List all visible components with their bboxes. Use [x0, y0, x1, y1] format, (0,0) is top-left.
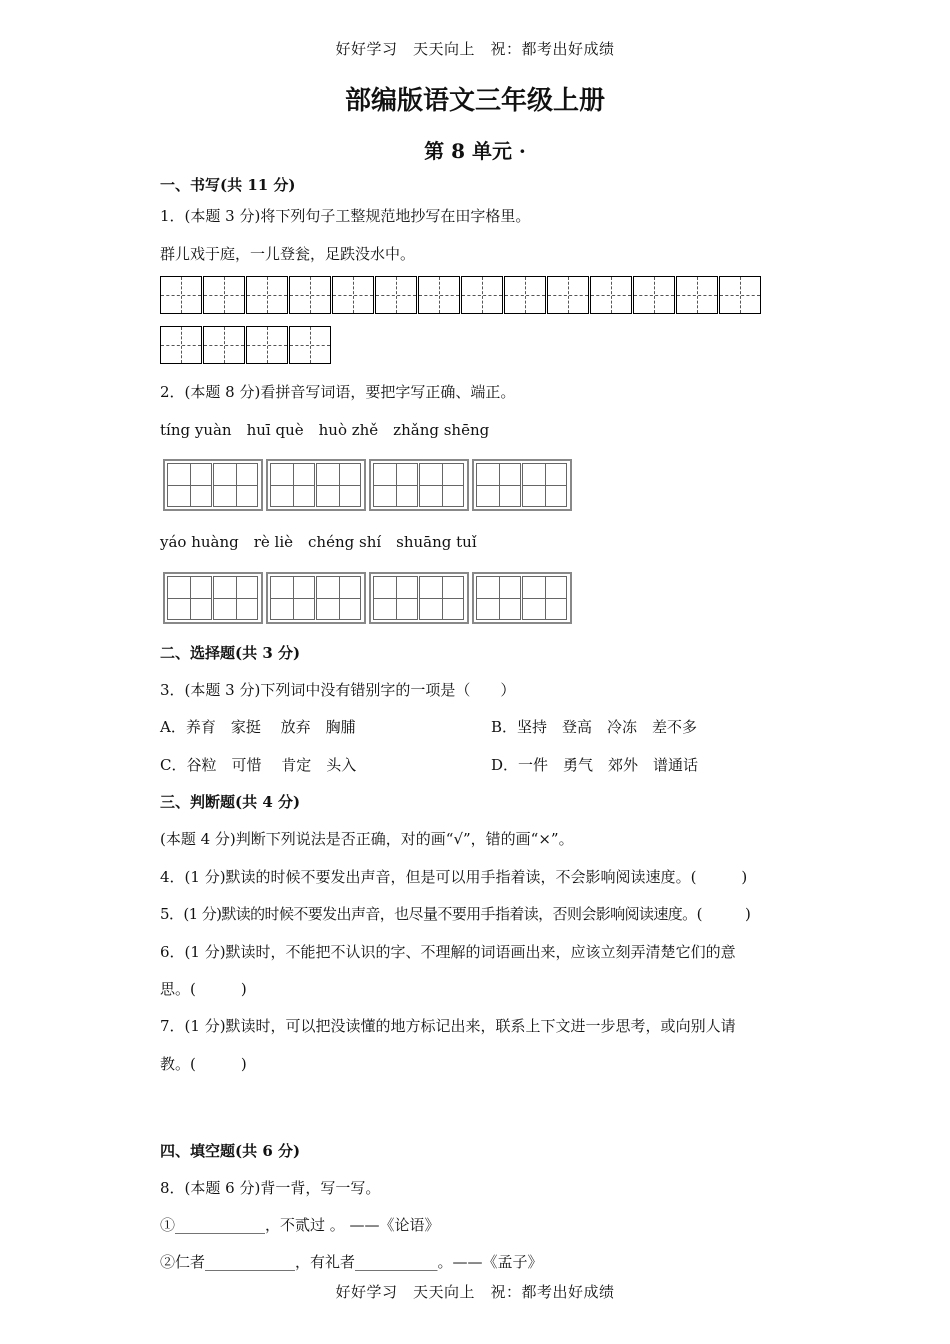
tianzige-cell[interactable]	[719, 276, 761, 314]
tianzige-cell[interactable]	[246, 326, 288, 364]
tianzige-cell[interactable]	[289, 326, 331, 364]
section3-heading: 三、判断题(共 4 分)	[160, 793, 301, 811]
page-title: 部编版语文三年级上册	[344, 86, 605, 116]
question-2: 2．(本题 8 分)看拼音写词语，要把字写正确、端正。	[160, 383, 516, 401]
question-6-line1: 6．(1 分)默读时，不能把不认识的字、不理解的词语画出来，应该立刻弄清楚它们的意	[160, 943, 736, 961]
question-1: 1．(本题 3 分)将下列句子工整规范地抄写在田字格里。	[160, 207, 531, 225]
tianzige-cell[interactable]	[418, 276, 460, 314]
section3-intro: (本题 4 分)判断下列说法是否正确，对的画“√”，错的画“×”。	[160, 830, 574, 848]
word-box[interactable]	[369, 459, 469, 511]
option-b[interactable]: B．坚持 登高 冷冻 差不多	[491, 718, 698, 736]
footer-banner: 好好学习 天天向上 祝：都考出好成绩	[335, 1283, 615, 1301]
option-c[interactable]: C．谷粒 可惜 肯定 头入	[160, 756, 357, 774]
tianzige-cell[interactable]	[461, 276, 503, 314]
question-6-line2: 思。( )	[160, 980, 247, 998]
tianzige-row-1[interactable]	[160, 276, 762, 314]
question-7-line2: 教。( )	[160, 1055, 247, 1073]
word-box[interactable]	[369, 572, 469, 624]
question-3: 3．(本题 3 分)下列词中没有错别字的一项是（ ）	[160, 681, 516, 699]
tianzige-cell[interactable]	[160, 276, 202, 314]
tianzige-cell[interactable]	[332, 276, 374, 314]
question-4: 4．(1 分)默读的时候不要发出声音，但是可以用手指着读，不会影响阅读速度。( )	[160, 868, 748, 886]
tianzige-cell[interactable]	[203, 276, 245, 314]
tianzige-cell[interactable]	[375, 276, 417, 314]
tianzige-cell[interactable]	[676, 276, 718, 314]
header-banner: 好好学习 天天向上 祝：都考出好成绩	[335, 40, 615, 58]
question-5: 5．(1 分)默读的时候不要发出声音，也尽量不要用手指着读，否则会影响阅读速度。( )	[160, 905, 751, 923]
fill-line-2[interactable]: ②仁者____________，有礼者___________。——《孟子》	[160, 1253, 543, 1271]
word-box[interactable]	[266, 459, 366, 511]
word-box[interactable]	[472, 572, 572, 624]
tianzige-cell[interactable]	[504, 276, 546, 314]
page-subtitle: 第 8 单元 ·	[424, 139, 526, 163]
word-box[interactable]	[472, 459, 572, 511]
tianzige-cell[interactable]	[547, 276, 589, 314]
section1-heading: 一、书写(共 11 分)	[160, 176, 296, 194]
tianzige-cell[interactable]	[590, 276, 632, 314]
tianzige-cell[interactable]	[203, 326, 245, 364]
word-box[interactable]	[163, 459, 263, 511]
question-8: 8．(本题 6 分)背一背，写一写。	[160, 1179, 381, 1197]
question-7-line1: 7．(1 分)默读时，可以把没读懂的地方标记出来，联系上下文进一步思考，或向别人请	[160, 1017, 736, 1035]
pinyin-row-1: tíng yuàn huī què huò zhě zhǎng shēng	[160, 421, 490, 439]
word-box[interactable]	[163, 572, 263, 624]
tianzige-cell[interactable]	[160, 326, 202, 364]
option-d[interactable]: D．一件 勇气 郊外 谱通话	[491, 756, 699, 774]
tianzige-row-2[interactable]	[160, 326, 332, 364]
section4-heading: 四、填空题(共 6 分)	[160, 1142, 301, 1160]
section2-heading: 二、选择题(共 3 分)	[160, 644, 301, 662]
tianzige-cell[interactable]	[289, 276, 331, 314]
pinyin-row-2: yáo huàng rè liè chéng shí shuāng tuǐ	[160, 533, 477, 551]
question-1-sentence: 群儿戏于庭，一儿登瓮，足跌没水中。	[160, 245, 416, 263]
fill-line-1[interactable]: ①____________，不贰过 。 ——《论语》	[160, 1216, 440, 1234]
option-a[interactable]: A．养育 家挺 放弃 胸脯	[160, 718, 356, 736]
tianzige-cell[interactable]	[246, 276, 288, 314]
tianzige-cell[interactable]	[633, 276, 675, 314]
word-box[interactable]	[266, 572, 366, 624]
